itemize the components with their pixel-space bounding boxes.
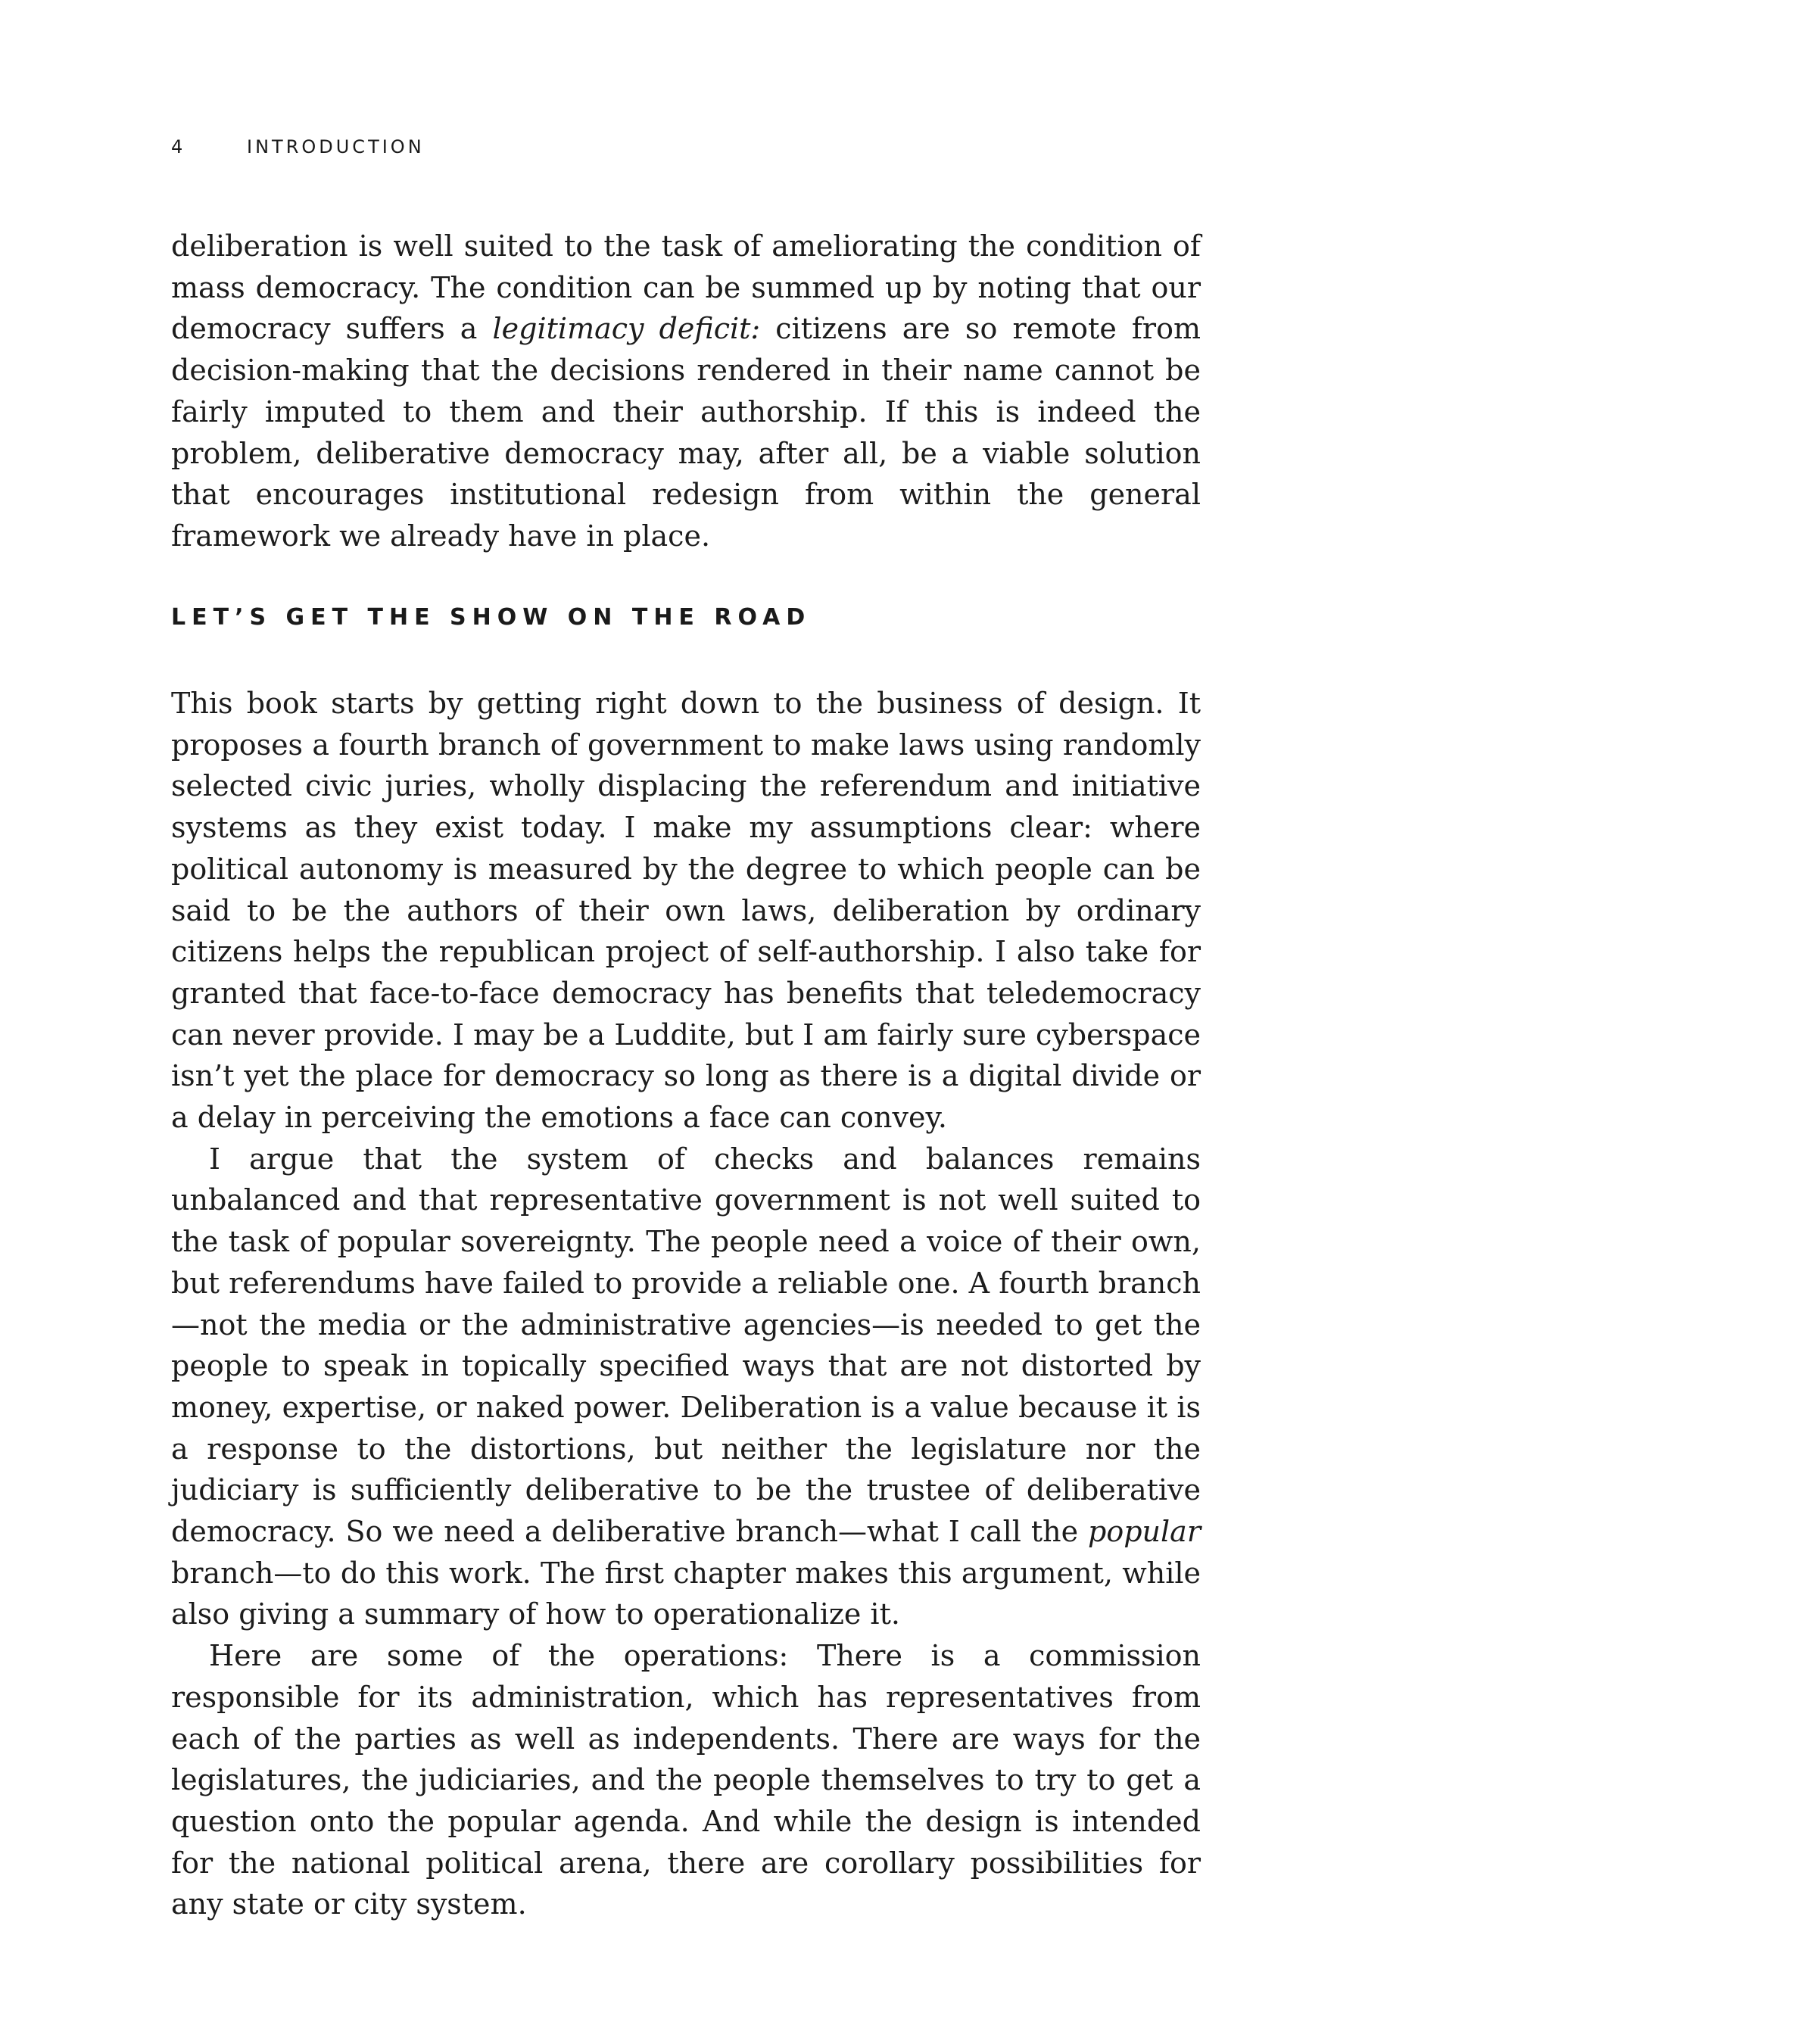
section-paragraph-2 [171,1139,1201,1635]
book-page [171,0,1201,2044]
legitimacy-deficit-term: legitimacy deficit: [492,312,761,346]
opening-text-end: citizens are so remote from decision-making that the decisions rendered in their name cannot be fairly imputed to them and their authorship. If this is indeed the problem, deliberative democracy may, after all, be a viable solution that encourages institutional redesign from within the general framework we already have in place. [171,312,1201,553]
paragraph-2-text-start: I argue that the system of checks and balances remains unbalanced and that representative government is not well suited to the task of popular sovereignty. The people need a voice of their own, but referendums have failed to provide a reliable one. A fourth branch—not the media or the administrative agencies—is needed to get the people to speak in topically specified ways that are not distorted by money, expertise, or naked power. Deliberation is a value because it is a response to the distortions, but neither the legislature nor the judiciary is sufficiently deliberative to be the trustee of deliberative democracy. So we need a deliberative branch—what I call the [171,1142,1201,1549]
section-heading: LET’S GET THE SHOW ON THE ROAD [171,604,812,631]
chapter-title: INTRODUCTION [247,136,425,157]
section-paragraph-3: Here are some of the operations: There is a commission responsible for its administration, which has representatives from each of the parties as well as independents. There are ways for the legislatures, the judiciaries, and the people themselves to try to get a question onto the popular agenda. And while the design is intended for the national political arena, there are corollary possibilities for any state or city system. [171,1639,1201,1921]
popular-term: popular [1088,1515,1201,1549]
section-body [171,683,1201,1925]
page-number: 4 [171,136,186,157]
opening-text-start: deliberation is well suited to the task of ameliorating the condition of mass democracy. The condition can be summed up by noting that our democracy suffers a [171,229,1201,346]
section-paragraph-1: This book starts by getting right down to the business of design. It proposes a fourth branch of government to make laws using randomly selected civic juries, wholly displacing the referendum and initiative systems as they exist today. I make my assumptions clear: where political autonomy is measured by the degree to which people can be said to be the authors of their own laws, deliberation by ordinary citizens helps the republican project of self-authorship. I also take for granted that face-to-face democracy has benefits that teledemocracy can never provide. I may be a Luddite, but I am fairly sure cyberspace isn’t yet the place for democracy so long as there is a digital divide or a delay in perceiving the emotions a face can convey. [171,687,1201,1135]
running-head [171,136,425,157]
paragraph-2-text-end: branch—to do this work. The first chapter makes this argument, while also giving a summary of how to operationalize it. [171,1556,1201,1631]
opening-paragraph [171,226,1201,557]
